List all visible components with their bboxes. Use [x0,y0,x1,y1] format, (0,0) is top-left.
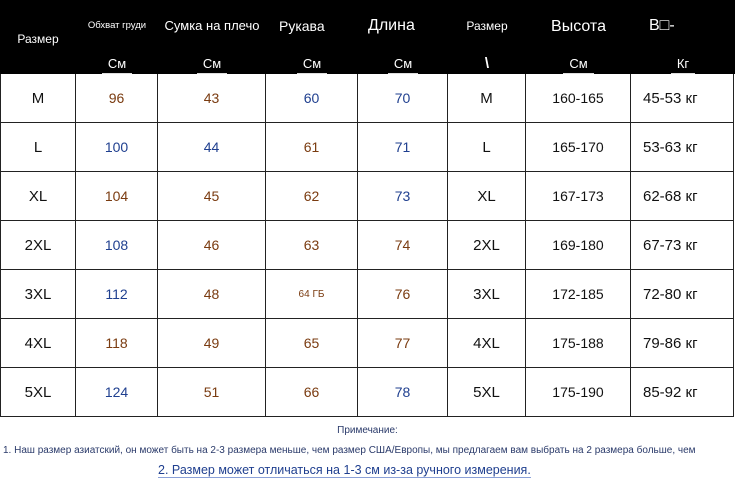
cell-height: 165-170 [526,123,631,172]
table-row [0,123,735,172]
cell-sleeve: 61 [266,123,358,172]
cell-length: 74 [358,221,448,270]
table-row [0,368,735,417]
cell-size-2: 2XL [448,221,526,270]
cell-size: 5XL [0,368,76,417]
cell-size: 3XL [0,270,76,319]
table-row [0,74,735,123]
cell-weight: 72-80 кг [631,270,734,319]
cell-height: 172-185 [526,270,631,319]
cell-height: 167-173 [526,172,631,221]
header-unit: Кг [631,55,735,73]
cell-chest: 96 [76,74,158,123]
cell-size: 4XL [0,319,76,368]
cell-chest: 124 [76,368,158,417]
cell-length: 70 [358,74,448,123]
header-unit: См [526,55,631,73]
header-title: Высота [551,18,606,35]
header-weight [631,0,735,74]
header-title: В□- [649,17,675,34]
cell-height: 175-188 [526,319,631,368]
cell-size: L [0,123,76,172]
cell-size: M [0,74,76,123]
header-sleeve [266,0,358,74]
cell-sleeve: 62 [266,172,358,221]
cell-length: 76 [358,270,448,319]
notes-section [0,418,735,481]
header-title: Длина [368,17,415,34]
header-chest [76,0,158,74]
cell-size-2: XL [448,172,526,221]
note-line-1: 1. Наш размер азиатский, он может быть на 2-3 размера меньше, чем размер США/Европы, мы предлагаем вам выбрать на 2 размера больше, чем [3,445,696,456]
cell-chest: 100 [76,123,158,172]
cell-weight: 67-73 кг [631,221,734,270]
cell-height: 160-165 [526,74,631,123]
cell-shoulder: 49 [158,319,266,368]
cell-size-2: L [448,123,526,172]
cell-sleeve: 63 [266,221,358,270]
header-shoulder [158,0,266,74]
header-title: Сумка на плечо [164,18,260,33]
cell-length: 71 [358,123,448,172]
cell-shoulder: 51 [158,368,266,417]
header-size [0,0,76,74]
header-unit: См [158,55,266,73]
cell-shoulder: 43 [158,74,266,123]
cell-chest: 112 [76,270,158,319]
cell-length: 77 [358,319,448,368]
table-row [0,172,735,221]
header-title: Обхват груди [87,20,147,31]
cell-size-2: 5XL [448,368,526,417]
cell-length: 73 [358,172,448,221]
cell-size-2: M [448,74,526,123]
cell-chest: 108 [76,221,158,270]
header-unit: \ [484,55,490,72]
cell-weight: 45-53 кг [631,74,734,123]
header-unit: См [266,55,358,73]
cell-weight: 79-86 кг [631,319,734,368]
cell-weight: 85-92 кг [631,368,734,417]
header-unit: См [76,55,158,73]
cell-chest: 118 [76,319,158,368]
cell-size: 2XL [0,221,76,270]
cell-shoulder: 45 [158,172,266,221]
header-unit: См [358,55,448,73]
cell-height: 175-190 [526,368,631,417]
header-title: Размер [466,19,508,33]
header-length [358,0,448,74]
cell-shoulder: 44 [158,123,266,172]
cell-sleeve: 64 ГБ [266,270,358,319]
cell-weight: 53-63 кг [631,123,734,172]
cell-shoulder: 46 [158,221,266,270]
cell-shoulder: 48 [158,270,266,319]
table-row [0,221,735,270]
cell-height: 169-180 [526,221,631,270]
cell-sleeve: 60 [266,74,358,123]
cell-chest: 104 [76,172,158,221]
cell-size: XL [0,172,76,221]
cell-sleeve: 66 [266,368,358,417]
header-title: Рукава [279,18,325,34]
header-size-2 [448,0,526,74]
cell-size-2: 4XL [448,319,526,368]
cell-weight: 62-68 кг [631,172,734,221]
table-row [0,270,735,319]
notes-title: Примечание: [337,425,398,436]
header-title: Размер [17,32,59,46]
cell-length: 78 [358,368,448,417]
cell-size-2: 3XL [448,270,526,319]
table-header [0,0,735,74]
cell-sleeve: 65 [266,319,358,368]
note-line-2: 2. Размер может отличаться на 1-3 см из-за ручного измерения. [158,463,531,477]
table-row [0,319,735,368]
header-height [526,0,631,74]
